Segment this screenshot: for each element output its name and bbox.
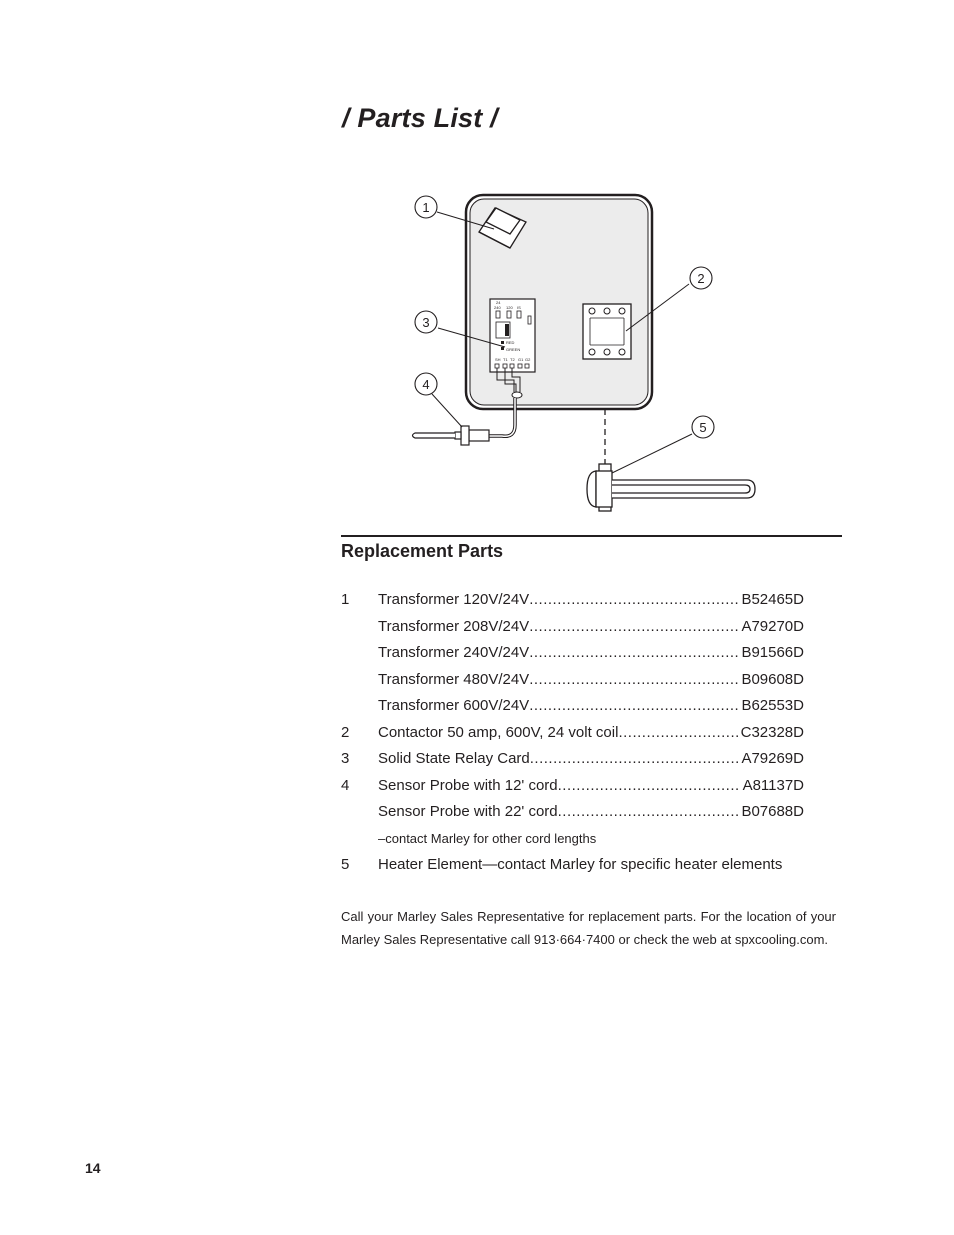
- relay-terminal-t1: T1: [503, 357, 508, 362]
- dot-leader: [618, 720, 737, 747]
- sensor-probe-icon: [413, 426, 490, 445]
- list-item: [341, 799, 821, 826]
- part-code: B07688D: [741, 803, 804, 820]
- page-title: / Parts List /: [342, 103, 498, 133]
- list-note: [341, 826, 821, 853]
- heater-element-icon: [587, 464, 755, 511]
- list-item: [341, 614, 821, 641]
- list-item: [341, 852, 821, 879]
- dot-leader: [558, 773, 740, 800]
- item-description: Transformer 240V/24V: [378, 644, 530, 661]
- item-description: Solid State Relay Card: [378, 750, 530, 767]
- item-number: 4: [341, 776, 350, 794]
- relay-terminal-g2: G2: [525, 357, 531, 362]
- item-number: 2: [341, 723, 350, 741]
- relay-label-24: 24: [496, 300, 501, 305]
- page-number: 14: [85, 1160, 101, 1176]
- cord-length-note: –contact Marley for other cord lengths: [378, 830, 597, 846]
- callout-5: [692, 416, 714, 438]
- dot-leader: [530, 746, 739, 773]
- item-description: Heater Element—contact Marley for specific heater elements: [378, 856, 783, 873]
- svg-text:5: 5: [699, 420, 707, 435]
- dot-leader: [558, 799, 739, 826]
- part-code: B62553D: [741, 697, 804, 714]
- part-code: B09608D: [741, 670, 804, 688]
- part-code: B52465D: [741, 591, 804, 608]
- list-item: [341, 640, 821, 667]
- list-item: [341, 667, 821, 694]
- section-divider: [341, 535, 842, 537]
- dot-leader: [529, 640, 738, 667]
- callout-2: [690, 267, 712, 289]
- relay-terminal-t2: T2: [510, 357, 515, 362]
- replacement-parts-heading: Replacement Parts: [341, 541, 504, 561]
- list-item: [341, 587, 821, 614]
- list-item: [341, 773, 821, 800]
- item-description: Sensor Probe with 12' cord: [378, 776, 558, 794]
- list-item: [341, 693, 821, 720]
- item-description: Sensor Probe with 22' cord: [378, 803, 558, 820]
- relay-led-red: RED: [506, 340, 515, 345]
- part-code: A81137D: [742, 776, 804, 794]
- part-code: B91566D: [741, 644, 804, 661]
- svg-text:2: 2: [697, 271, 705, 286]
- item-number: 5: [341, 856, 350, 873]
- part-code: A79269D: [741, 750, 804, 767]
- part-code: C32328D: [740, 723, 804, 741]
- item-description: Contactor 50 amp, 600V, 24 volt coil: [378, 723, 619, 741]
- svg-text:1: 1: [422, 200, 430, 215]
- item-number: 3: [341, 750, 350, 767]
- part-code: A79270D: [741, 617, 804, 635]
- list-item: [341, 720, 821, 747]
- svg-text:4: 4: [422, 377, 430, 392]
- item-description: Transformer 480V/24V: [378, 670, 530, 688]
- dot-leader: [529, 693, 738, 720]
- item-description: Transformer 120V/24V: [378, 591, 530, 608]
- control-panel-diagram: [400, 185, 770, 520]
- item-description: Transformer 208V/24V: [378, 617, 530, 635]
- callout-1: [415, 196, 437, 218]
- replacement-parts-list: [341, 587, 821, 879]
- relay-terminal-is: IS: [517, 305, 521, 310]
- relay-terminal-120: 120: [506, 305, 513, 310]
- dot-leader: [529, 614, 738, 641]
- svg-text:3: 3: [422, 315, 430, 330]
- list-item: [341, 746, 821, 773]
- relay-terminal-g1: G1: [518, 357, 524, 362]
- item-number: 1: [341, 591, 350, 608]
- relay-terminal-240: 240: [494, 305, 501, 310]
- relay-led-green: GREEN: [506, 347, 521, 352]
- sales-contact-note: Call your Marley Sales Representative for replacement parts. For the location of your Marley Sales Representative call 913·664·7400 or check the web at spxcooling.com.: [341, 909, 836, 947]
- relay-terminal-sh: SH: [495, 357, 501, 362]
- contactor-icon: [583, 304, 631, 359]
- relay-card-icon: [490, 299, 535, 372]
- dot-leader: [529, 667, 738, 694]
- callout-3: [415, 311, 437, 333]
- callout-4: [415, 373, 437, 395]
- dot-leader: [529, 587, 738, 614]
- item-description: Transformer 600V/24V: [378, 697, 530, 714]
